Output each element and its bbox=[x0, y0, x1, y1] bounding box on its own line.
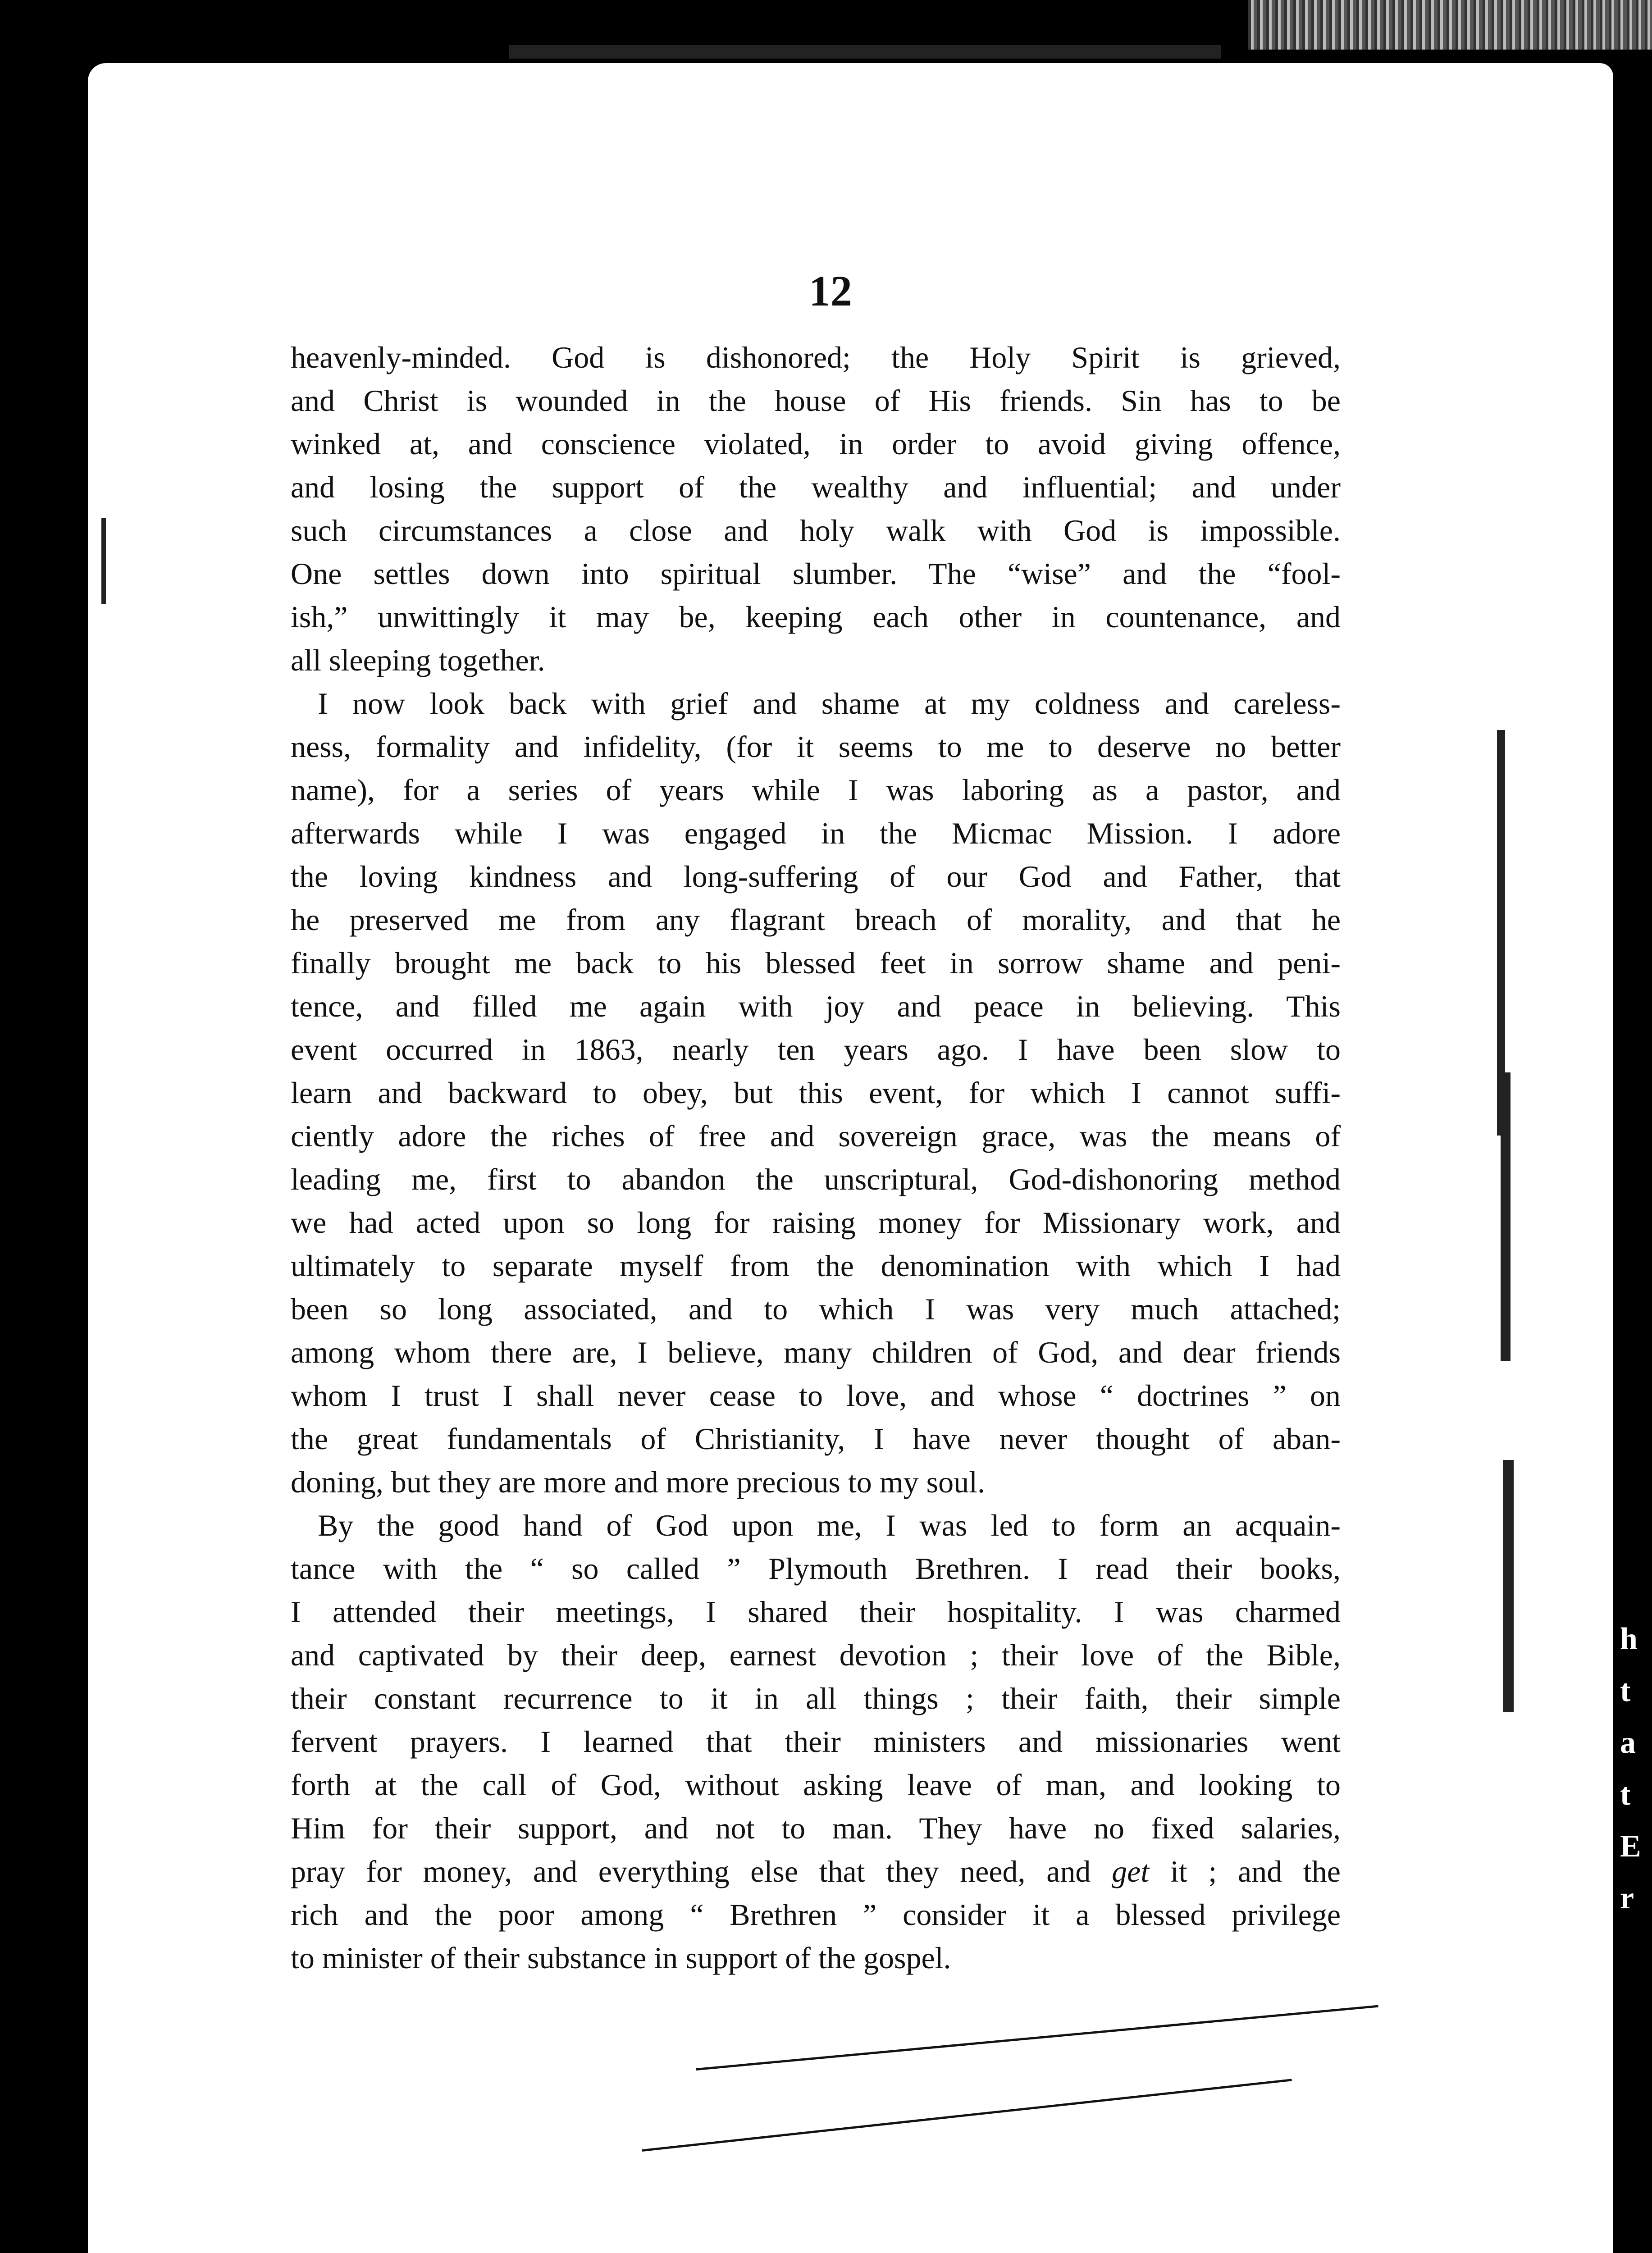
text-line: learn and backward to obey, but this event, for which I cannot suffi- bbox=[291, 1076, 1341, 1110]
text-line: heavenly-minded. God is dishonored; the Holy Spirit is grieved, bbox=[291, 340, 1341, 374]
paragraph bbox=[291, 1504, 1341, 1979]
text-line: By the good hand of God upon me, I was led to form an acquain- bbox=[318, 1508, 1341, 1542]
text-line: their constant recurrence to it in all things ; their faith, their simple bbox=[291, 1681, 1341, 1715]
text-line: whom I trust I shall never cease to love, and whose “ doctrines ” on bbox=[291, 1378, 1341, 1413]
paragraph bbox=[291, 682, 1341, 1504]
text-line: finally brought me back to his blessed feet in sorrow shame and peni- bbox=[291, 946, 1341, 980]
text-line: tence, and filled me again with joy and peace in believing. This bbox=[291, 989, 1341, 1023]
text-line: ciently adore the riches of free and sovereign grace, was the means of bbox=[291, 1119, 1341, 1153]
text-line: to minister of their substance in support of the gospel. bbox=[291, 1941, 951, 1975]
text-line: I now look back with grief and shame at my coldness and careless- bbox=[318, 686, 1341, 721]
text-line: name), for a series of years while I was laboring as a pastor, and bbox=[291, 773, 1341, 807]
text-line: we had acted upon so long for raising money for Missionary work, and bbox=[291, 1205, 1341, 1240]
edge-letter: t bbox=[1620, 1777, 1631, 1812]
text-line: ultimately to separate myself from the denomination with which I had bbox=[291, 1249, 1341, 1283]
edge-letter: a bbox=[1620, 1725, 1636, 1760]
text-line: and losing the support of the wealthy and influential; and under bbox=[291, 470, 1341, 504]
top-edge-bar bbox=[509, 45, 1221, 59]
text-line: tance with the “ so called ” Plymouth Brethren. I read their books, bbox=[291, 1551, 1341, 1586]
text-line: he preserved me from any flagrant breach of morality, and that he bbox=[291, 903, 1341, 937]
text-line: pray for money, and everything else that they need, and get it ; and the bbox=[291, 1854, 1341, 1888]
text-line: rich and the poor among “ Brethren ” consider it a blessed privilege bbox=[291, 1897, 1341, 1932]
right-margin-bar-bottom bbox=[1503, 1460, 1514, 1712]
text-line: the great fundamentals of Christianity, I have never thought of aban- bbox=[291, 1422, 1341, 1456]
text-line: leading me, first to abandon the unscriptural, God-dishonoring method bbox=[291, 1162, 1341, 1196]
edge-letter: E bbox=[1620, 1829, 1641, 1864]
adjacent-page-edge-letters bbox=[1620, 1613, 1641, 1924]
body-text bbox=[291, 336, 1341, 1979]
text-line: fervent prayers. I learned that their ministers and missionaries went bbox=[291, 1724, 1341, 1759]
edge-letter: h bbox=[1620, 1622, 1638, 1656]
edge-letter: r bbox=[1620, 1881, 1634, 1916]
text-line: ness, formality and infidelity, (for it seems to me to deserve no better bbox=[291, 730, 1341, 764]
top-right-scan-noise bbox=[1248, 0, 1652, 50]
text-line: been so long associated, and to which I was very much attached; bbox=[291, 1292, 1341, 1326]
text-line: Him for their support, and not to man. They have no fixed salaries, bbox=[291, 1811, 1341, 1845]
text-line: and captivated by their deep, earnest devotion ; their love of the Bible, bbox=[291, 1638, 1341, 1672]
text-line: such circumstances a close and holy walk with God is impossible. bbox=[291, 513, 1341, 547]
text-line: afterwards while I was engaged in the Micmac Mission. I adore bbox=[291, 816, 1341, 850]
text-line: winked at, and conscience violated, in order to avoid giving offence, bbox=[291, 427, 1341, 461]
text-line: I attended their meetings, I shared their hospitality. I was charmed bbox=[291, 1595, 1341, 1629]
text-line: event occurred in 1863, nearly ten years ago. I have been slow to bbox=[291, 1032, 1341, 1067]
text-line: ish,” unwittingly it may be, keeping each other in countenance, and bbox=[291, 600, 1341, 634]
text-line: all sleeping together. bbox=[291, 643, 545, 677]
text-line: forth at the call of God, without asking leave of man, and looking to bbox=[291, 1768, 1341, 1802]
right-margin-bar-lower bbox=[1501, 1072, 1511, 1361]
text-line: doning, but they are more and more precious to my soul. bbox=[291, 1465, 985, 1499]
paragraph bbox=[291, 336, 1341, 682]
text-line: among whom there are, I believe, many children of God, and dear friends bbox=[291, 1335, 1341, 1369]
page-number: 12 bbox=[809, 267, 852, 315]
text-line: and Christ is wounded in the house of His friends. Sin has to be bbox=[291, 383, 1341, 418]
left-margin-bar bbox=[101, 518, 106, 604]
text-line: One settles down into spiritual slumber. The “wise” and the “fool- bbox=[291, 556, 1341, 591]
text-line: the loving kindness and long-suffering of our God and Father, that bbox=[291, 859, 1341, 894]
edge-letter: t bbox=[1620, 1674, 1631, 1708]
